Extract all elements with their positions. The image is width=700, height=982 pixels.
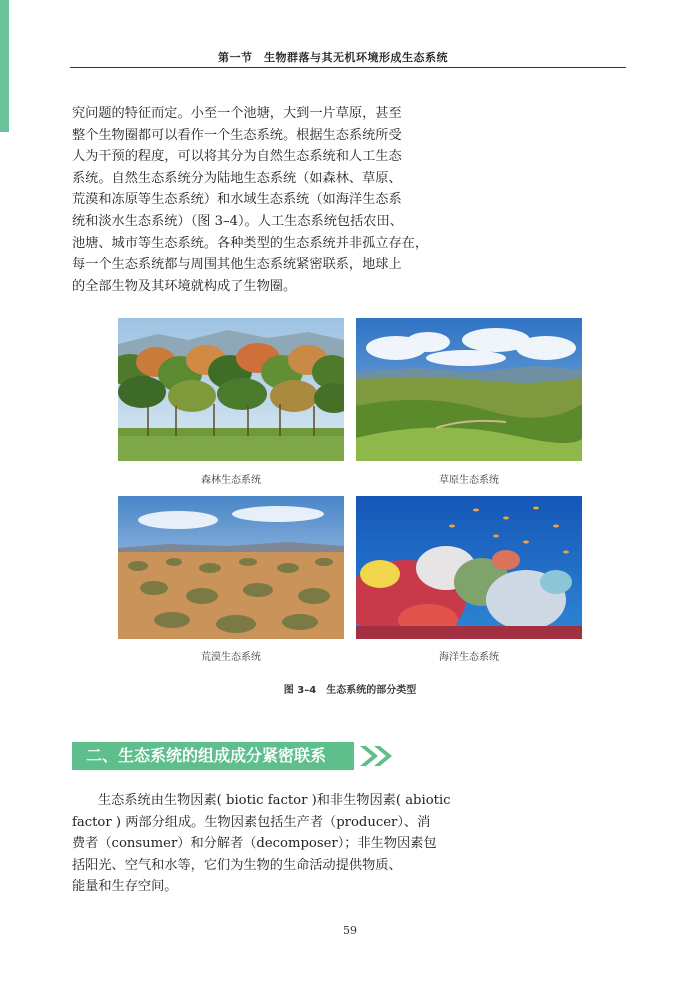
text-line: 括阳光、空气和水等，它们为生物的生命活动提供物质、 (72, 857, 402, 873)
figure-title: 图 3–4 生态系统的部分类型 (283, 685, 417, 696)
caption-grassland: 草原生态系统 (439, 475, 499, 486)
grassland-photo (356, 318, 582, 461)
text-line: 池塘、城市等生态系统。各种类型的生态系统并非孤立存在， (72, 235, 429, 251)
text-line: 每一个生态系统都与周围其他生态系统紧密联系，地球上 (72, 257, 402, 273)
text-line: 生态系统由生物因素( biotic factor )和非生物因素( abiotic (98, 793, 451, 808)
desert-photo (118, 496, 344, 639)
page-number: 59 (343, 924, 357, 937)
text-line: 能量和生存空间。 (72, 879, 178, 895)
text-line: 费者（consumer）和分解者（decomposer）；非生物因素包 (72, 836, 437, 852)
paragraph-1 (72, 103, 428, 297)
text-line: 究问题的特征而定。小至一个池塘，大到一片草原，甚至 (72, 106, 402, 121)
caption-forest: 森林生态系统 (201, 475, 261, 486)
ocean-photo (356, 496, 582, 639)
text-line: 的全部生物及其环境就构成了生物圈。 (72, 278, 297, 294)
text-line: 系统。自然生态系统分为陆地生态系统（如森林、草原、 (72, 170, 402, 186)
text-line: factor ) 两部分组成。生物因素包括生产者（producer）、消 (72, 814, 431, 830)
text-line: 整个生物圈都可以看作一个生态系统。根据生态系统所受 (72, 127, 402, 143)
forest-photo (118, 318, 344, 461)
header-divider (70, 67, 626, 68)
side-accent-bar (0, 0, 9, 132)
running-header: 第一节 生物群落与其无机环境形成生态系统 (218, 51, 448, 64)
caption-ocean: 海洋生态系统 (439, 652, 499, 663)
double-chevron-icon (358, 744, 398, 768)
text-line: 统和淡水生态系统）（图 3–4）。人工生态系统包括农田、 (72, 213, 403, 229)
section-heading: 二、生态系统的组成成分紧密联系 (72, 742, 354, 770)
text-line: 人为干预的程度，可以将其分为自然生态系统和人工生态 (72, 149, 402, 165)
caption-desert: 荒漠生态系统 (201, 652, 261, 663)
paragraph-2 (72, 790, 451, 898)
text-line: 荒漠和冻原等生态系统）和水域生态系统（如海洋生态系 (72, 192, 402, 208)
